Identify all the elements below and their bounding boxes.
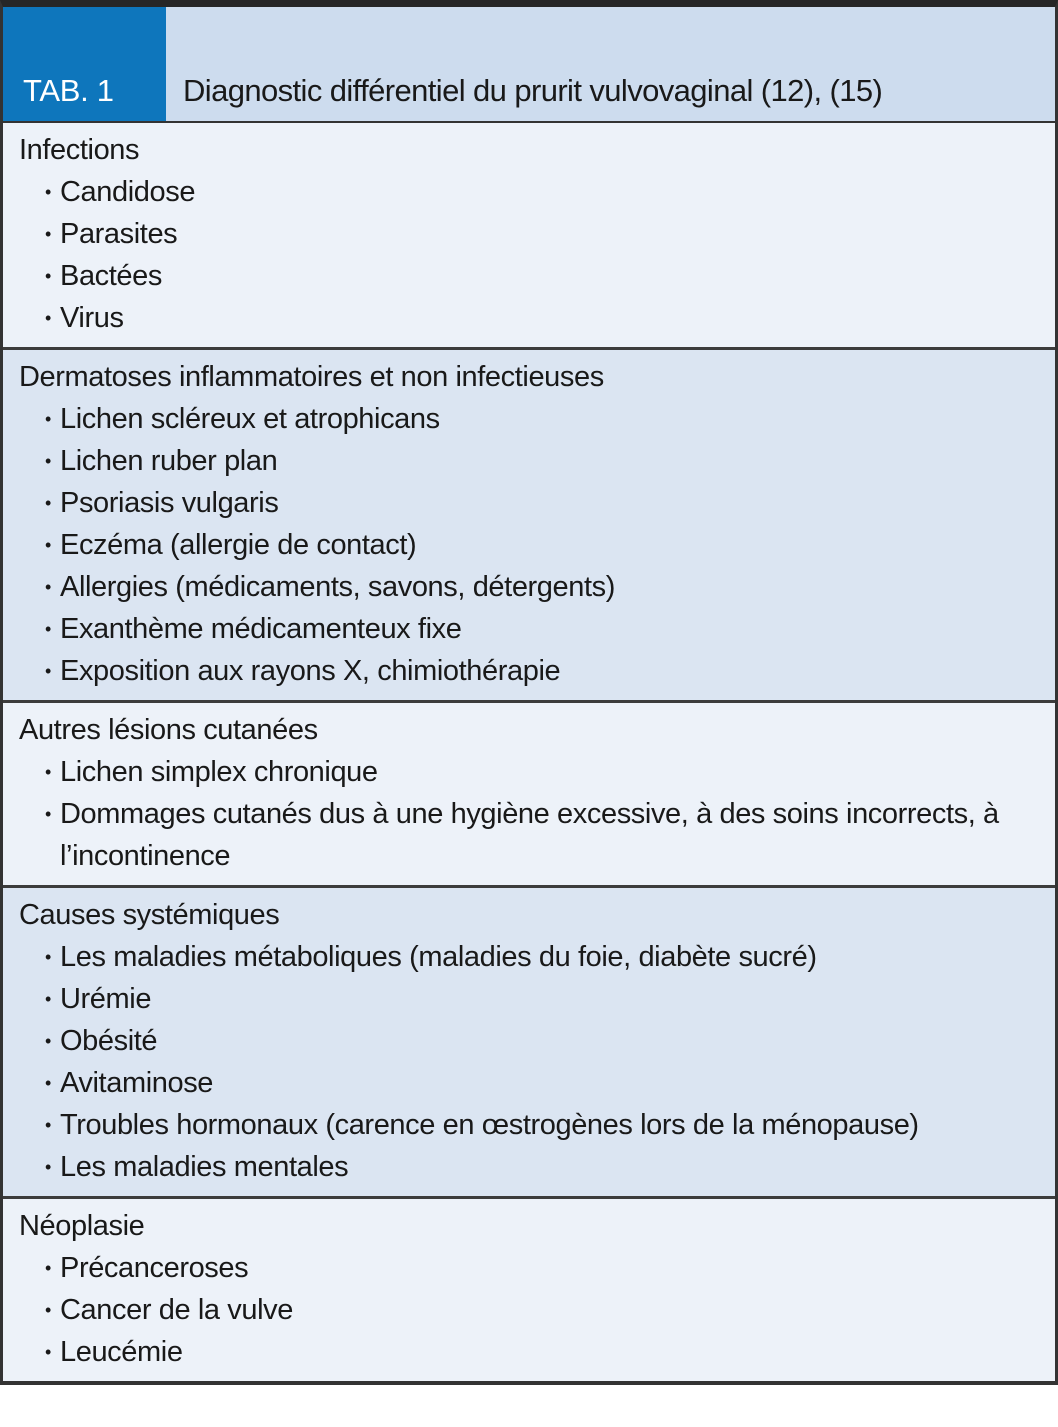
list-item-text: Bactées: [60, 260, 162, 292]
section-item-list: [3, 936, 1055, 1188]
list-item-text: Eczéma (allergie de contact): [60, 529, 417, 561]
list-item-text: Avitaminose: [60, 1067, 214, 1099]
section-item-list: [3, 398, 1055, 692]
list-item-text: Troubles hormonaux (carence en œstrogènes lors de la ménopause): [60, 1109, 919, 1141]
table-section: [3, 1196, 1055, 1381]
list-item: [3, 1062, 1055, 1104]
bullet-icon: •: [45, 989, 51, 1009]
list-item-text: Allergies (médicaments, savons, détergents): [60, 571, 615, 603]
table-header: [3, 7, 1055, 123]
page-title: Diagnostic différentiel du prurit vulvovaginal (12), (15): [183, 73, 883, 108]
bullet-icon: •: [45, 947, 51, 967]
section-heading: Infections: [19, 134, 140, 166]
bullet-icon: •: [45, 577, 51, 597]
bullet-icon: •: [45, 409, 51, 429]
section-heading: Autres lésions cutanées: [19, 714, 318, 746]
list-item: [3, 398, 1055, 440]
table-body: [3, 123, 1055, 1381]
list-item-text: Dommages cutanés dus à une hygiène excessive, à des soins incorrects, à l’incontinence: [60, 798, 999, 872]
bullet-icon: •: [45, 224, 51, 244]
bullet-icon: •: [45, 1031, 51, 1051]
list-item: [3, 255, 1055, 297]
list-item: [3, 566, 1055, 608]
bullet-icon: •: [45, 619, 51, 639]
list-item: [3, 793, 1055, 877]
bullet-icon: •: [45, 804, 51, 824]
list-item: [3, 978, 1055, 1020]
list-item-text: Virus: [60, 302, 124, 334]
section-heading: Dermatoses inflammatoires et non infectieuses: [19, 361, 604, 393]
list-item-text: Lichen scléreux et atrophicans: [60, 403, 440, 435]
table-section: [3, 123, 1055, 347]
list-item: [3, 171, 1055, 213]
bullet-icon: •: [45, 308, 51, 328]
section-item-list: [3, 751, 1055, 877]
bullet-icon: •: [45, 451, 51, 471]
list-item: [3, 751, 1055, 793]
list-item-text: Exanthème médicamenteux fixe: [60, 613, 462, 645]
table-section: [3, 347, 1055, 700]
tab-badge-label: TAB. 1: [23, 73, 114, 108]
bullet-icon: •: [45, 493, 51, 513]
bullet-icon: •: [45, 1073, 51, 1093]
bullet-icon: •: [45, 1300, 51, 1320]
section-item-list: [3, 171, 1055, 339]
list-item: [3, 1289, 1055, 1331]
table-section: [3, 885, 1055, 1196]
list-item: [3, 936, 1055, 978]
tab-badge: [3, 7, 166, 121]
section-heading: Causes systémiques: [19, 899, 280, 931]
list-item: [3, 440, 1055, 482]
list-item-text: Urémie: [60, 983, 152, 1015]
list-item: [3, 524, 1055, 566]
list-item: [3, 1104, 1055, 1146]
list-item: [3, 1146, 1055, 1188]
list-item: [3, 213, 1055, 255]
bullet-icon: •: [45, 535, 51, 555]
list-item-text: Lichen simplex chronique: [60, 756, 378, 788]
table-section: [3, 700, 1055, 885]
list-item-text: Parasites: [60, 218, 178, 250]
bullet-icon: •: [45, 661, 51, 681]
list-item-text: Psoriasis vulgaris: [60, 487, 279, 519]
list-item-text: Lichen ruber plan: [60, 445, 278, 477]
list-item: [3, 650, 1055, 692]
bullet-icon: •: [45, 182, 51, 202]
list-item-text: Les maladies métaboliques (maladies du foie, diabète sucré): [60, 941, 817, 973]
list-item-text: Candidose: [60, 176, 196, 208]
list-item: [3, 608, 1055, 650]
list-item-text: Précanceroses: [60, 1252, 249, 1284]
section-item-list: [3, 1247, 1055, 1373]
list-item-text: Obésité: [60, 1025, 158, 1057]
list-item: [3, 1247, 1055, 1289]
list-item-text: Leucémie: [60, 1336, 183, 1368]
list-item: [3, 297, 1055, 339]
list-item-text: Cancer de la vulve: [60, 1294, 293, 1326]
list-item: [3, 1331, 1055, 1373]
bullet-icon: •: [45, 762, 51, 782]
section-heading: Néoplasie: [19, 1210, 145, 1242]
bullet-icon: •: [45, 1115, 51, 1135]
bullet-icon: •: [45, 266, 51, 286]
list-item-text: Exposition aux rayons X, chimiothérapie: [60, 655, 561, 687]
list-item: [3, 482, 1055, 524]
list-item-text: Les maladies mentales: [60, 1151, 349, 1183]
list-item: [3, 1020, 1055, 1062]
bullet-icon: •: [45, 1258, 51, 1278]
bullet-icon: •: [45, 1342, 51, 1362]
bullet-icon: •: [45, 1157, 51, 1177]
